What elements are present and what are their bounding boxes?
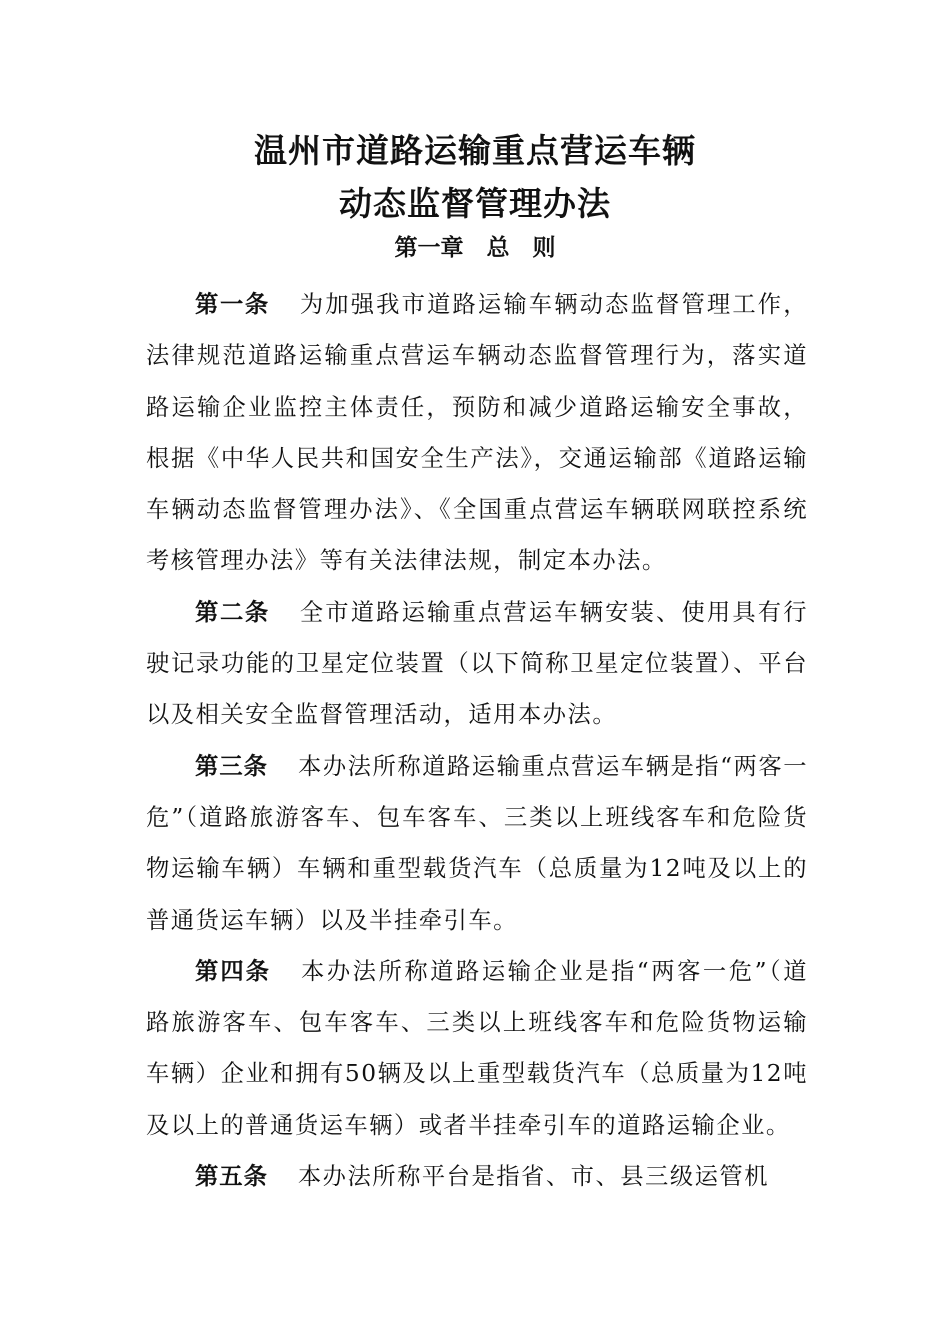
- chapter-heading: 第一章 总 则: [394, 235, 556, 261]
- article-label: 第四条: [195, 957, 271, 985]
- document-title-line-2: 动态监督管理办法: [339, 184, 611, 223]
- article-2: [146, 587, 808, 741]
- article-text: 本办法所称平台是指省、市、县三级运管机: [297, 1163, 770, 1191]
- article-label: 第三条: [195, 752, 268, 780]
- document-title-line-1: 温州市道路运输重点营运车辆: [254, 131, 696, 170]
- article-3: [146, 741, 808, 946]
- document-body: [146, 279, 808, 1202]
- article-5: [146, 1151, 808, 1202]
- article-4: [146, 946, 808, 1151]
- article-text: 为加强我市道路运输车辆动态监督管理工作，法律规范道路运输重点营运车辆动态监督管理行为，落实道路运输企业监控主体责任，预防和减少道路运输安全事故，根据《中华人民共和国安全生产法》，交通运输部《道路运输车辆动态监督管理办法》、《全国重点营运车辆联网联控系统考核管理办法》等有关法律法规，制定本办法。: [146, 291, 809, 575]
- article-text: 全市道路运输重点营运车辆安装、使用具有行驶记录功能的卫星定位装置（以下简称卫星定位装置）、平台以及相关安全监督管理活动，适用本办法。: [146, 598, 809, 729]
- article-label: 第五条: [195, 1163, 268, 1191]
- article-1: [146, 279, 808, 587]
- article-label: 第一条: [195, 291, 270, 318]
- article-text: 本办法所称道路运输重点营运车辆是指“两客一危”（道路旅游客车、包车客车、三类以上班线客车和危险货物运输车辆）车辆和重型载货汽车（总质量为12吨及以上的普通货运车辆）以及半挂牵引车。: [146, 752, 808, 934]
- article-label: 第二条: [195, 598, 270, 626]
- article-text: 本办法所称道路运输企业是指“两客一危”（道路旅游客车、包车客车、三类以上班线客车和危险货物运输车辆）企业和拥有50辆及以上重型载货汽车（总质量为12吨及以上的普通货运车辆）或者半挂牵引车的道路运输企业。: [146, 957, 809, 1139]
